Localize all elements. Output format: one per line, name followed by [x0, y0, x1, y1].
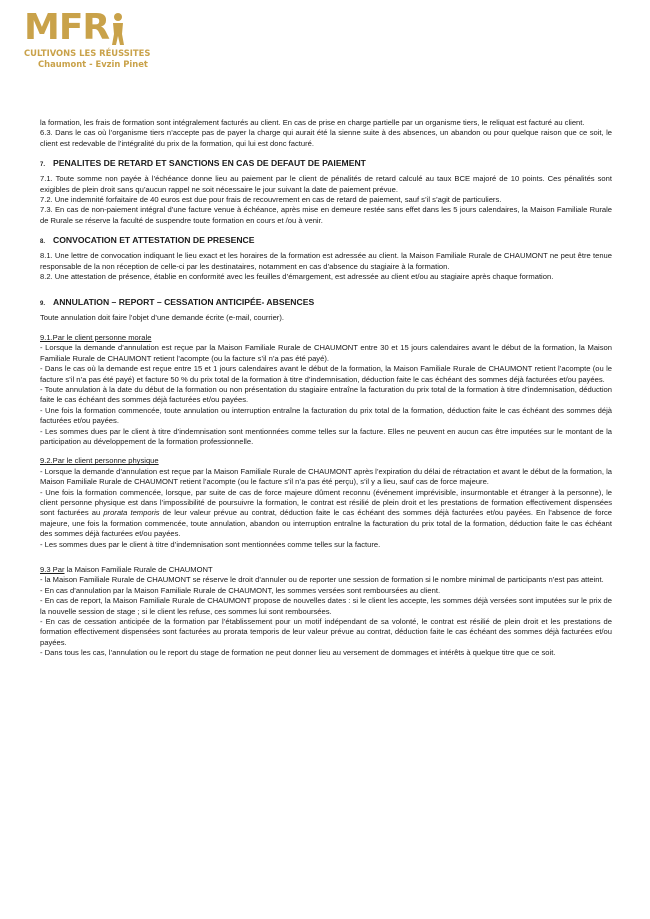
logo-site-name: Chaumont - Evzin Pinet	[38, 59, 148, 69]
paragraph: - Lorsque la demande d’annulation est reçue par la Maison Familiale Rurale de CHAUMONT après l’expiration du délai de rétractation et avant le début de la formation, la Maison Familiale Rurale de CHAUMONT retient l’acompte (ou le facture s’il n’a pas été perçu), s’il y a lieu, sauf cas de force majeure.	[40, 466, 612, 487]
subsection-title	[40, 333, 612, 343]
section-number: 8.	[40, 239, 46, 246]
subsection-title-underlined: 9.3 Par	[40, 565, 65, 574]
text-span: - Une fois la formation commencée, lorsque, par suite de cas de force majeure dûment reconnu (événement imprévisible, insurmontable et étranger à la personne), le client personne physique est dans l’impossibilité de poursuivre la formation, le contrat est résilié de plein droit et les prestations de formation effectivement dispensées sont facturées au	[40, 487, 612, 518]
paragraph: 6.3. Dans le cas où l’organisme tiers n’accepte pas de payer la charge qui aurait été la sienne suite à des absences, un abandon ou pour quelque raison que ce soit, le client est redevable de l’intégralité du prix de la formation, qui lui est donc facturé.	[40, 128, 612, 148]
paragraph: - En cas de cessation anticipée de la formation par l’établissement pour un motif indépendant de sa volonté, le contrat est résilié de plein droit et les prestations de formation effectivement dispensées sont facturées au prorata temporis de leur valeur prévue au contrat, déduction faite le cas échéant des sommes déjà facturées et/ou payées.	[40, 617, 612, 647]
document-body	[40, 118, 612, 659]
paragraph: 7.3. En cas de non-paiement intégral d’une facture venue à échéance, après mise en demeure restée sans effet dans les 5 jours calendaires, la Maison Familiale Rurale de Rurale se réserve la faculté de suspendre toute formation en cours et /ou à venir.	[40, 205, 612, 225]
section-heading-8	[40, 235, 612, 248]
paragraph: - Toute annulation à la date du début de la formation ou non présentation du stagiaire entraîne la facturation du prix total de la formation à titre d’indemnisation, déduction faite le cas échéant des sommes déjà facturées et/ou payées.	[40, 384, 612, 405]
paragraph: 7.2. Une indemnité forfaitaire de 40 euros est due pour frais de recouvrement en cas de retard de paiement, sauf s’il s’agit de particuliers.	[40, 195, 502, 205]
section-number: 9.	[40, 301, 46, 308]
subsection-title	[40, 565, 612, 575]
paragraph: 8.1. Une lettre de convocation indiquant le lieu exact et les horaires de la formation est adressée au client. la Maison Familiale Rurale de CHAUMONT ne peut être tenue responsable de la non réception de celle-ci par les destinataires, notamment en cas d’absence du stagiaire à la formation.	[40, 251, 612, 271]
paragraph	[40, 488, 612, 540]
subsection-title-rest: la Maison Familiale Rurale de CHAUMONT	[64, 565, 213, 574]
paragraph: - En cas de report, la Maison Familiale Rurale de CHAUMONT propose de nouvelles dates : si le client les accepte, les sommes déjà versées sont imputées sur le prix de la nouvelle session de stage ; si le client les refuse, ces sommes lui sont remboursées.	[40, 596, 612, 616]
logo-tagline: CULTIVONS LES RÉUSSITES	[24, 48, 151, 58]
italic-term: prorata temporis	[103, 508, 160, 518]
paragraph: - Les sommes dues par le client à titre d’indemnisation sont mentionnées comme telles sur la facture. Elles ne peuvent en aucun cas être imputées sur le montant de la participation au développement de la formation professionnelle.	[40, 426, 612, 446]
paragraph: - Lorsque la demande d’annulation est reçue par la Maison Familiale Rurale de CHAUMONT entre 30 et 15 jours calendaires avant le début de la formation, la Maison Familiale Rurale de CHAUMONT retient l’acompte (ou la facture s’il n’a pas été payé).	[40, 343, 612, 363]
paragraph: - En cas d’annulation par la Maison Familiale Rurale de CHAUMONT, les sommes versées sont remboursées au client.	[40, 585, 441, 595]
paragraph: 8.2. Une attestation de présence, établie en conformité avec les feuilles d’émargement, est adressée au client et/ou au stagiaire après chaque formation.	[40, 272, 554, 282]
person-figure-icon	[110, 12, 126, 46]
section-title: CONVOCATION ET ATTESTATION DE PRESENCE	[53, 235, 255, 246]
mfr-logo	[24, 7, 174, 69]
paragraph: - la Maison Familiale Rurale de CHAUMONT se réserve le droit d’annuler ou de reporter une session de formation si le nombre minimal de participants n’est pas atteint.	[40, 575, 604, 585]
subsection-title-text: 9.1.Par le client personne morale	[40, 332, 152, 342]
section-heading-9	[40, 297, 612, 310]
paragraph: Toute annulation doit faire l’objet d’une demande écrite (e-mail, courrier).	[40, 313, 284, 323]
logo-letters: MFR	[24, 7, 110, 48]
section-title: ANNULATION – REPORT – CESSATION ANTICIPÉE- ABSENCES	[53, 297, 315, 308]
section-number: 7.	[40, 162, 46, 169]
paragraph: - Les sommes dues par le client à titre d’indemnisation sont mentionnées comme telles sur la facture.	[40, 539, 381, 549]
text-span: de leur valeur prévue au contrat, déduction faite le cas échéant des sommes déjà facturées et/ou payées. En l’absence de force majeure, une fois la formation commencée, toute annulation, abandon ou interruption entraîne la facturation du prix total de la formation, déduction faite le cas échéant des sommes déjà facturées et/ou payées.	[40, 508, 612, 539]
paragraph: - Dans le cas où la demande est reçue entre 15 et 1 jours calendaires avant le début de la formation, la Maison Familiale Rurale de CHAUMONT retient l’acompte (ou le facture s’il n’a pas été payé) et facture 50 % du prix total de la formation à titre d’indemnisation, déduction faite le cas échéant des sommes déjà facturées et/ou payées.	[40, 364, 612, 384]
paragraph: 7.1. Toute somme non payée à l’échéance donne lieu au paiement par le client de pénalités de retard calculé au taux BCE majoré de 10 points. Ces pénalités sont exigibles de plein droit sans qu’aucun rappel ne soit nécessaire le jour suivant la date de paiement prévue.	[40, 174, 612, 194]
paragraph: - Une fois la formation commencée, toute annulation ou interruption entraîne la facturation du prix total de la formation, déduction faite le cas échéant des sommes déjà facturées et/ou payées.	[40, 405, 612, 426]
subsection-title	[40, 456, 612, 466]
section-title: PENALITES DE RETARD ET SANCTIONS EN CAS DE DEFAUT DE PAIEMENT	[53, 158, 366, 169]
paragraph: - Dans tous les cas, l’annulation ou le report du stage de formation ne peut donner lieu au versement de dommages et intérêts à quelque titre que ce soit.	[40, 648, 556, 658]
subsection-title-text: 9.2.Par le client personne physique	[40, 456, 159, 466]
section-heading-7	[40, 158, 612, 171]
paragraph: la formation, les frais de formation sont intégralement facturés au client. En cas de prise en charge partielle par un organisme tiers, le reliquat est facturé au client.	[40, 118, 585, 127]
